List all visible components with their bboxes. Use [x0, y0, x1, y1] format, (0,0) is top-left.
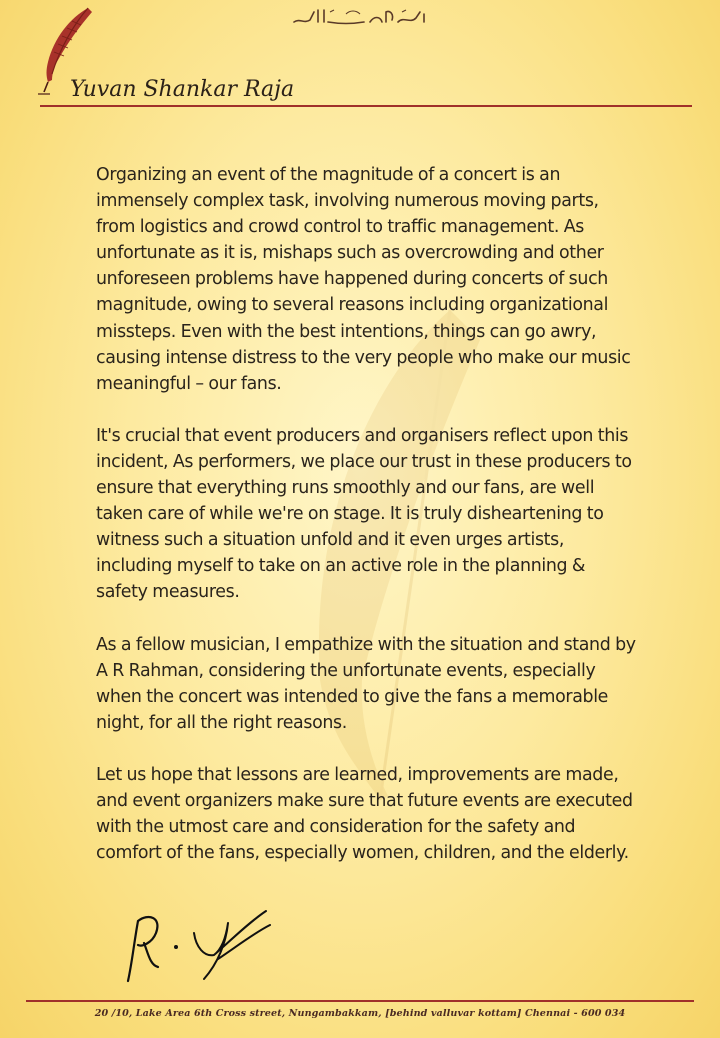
footer-divider	[26, 1000, 694, 1002]
header-divider	[40, 105, 692, 107]
paragraph-2: It's crucial that event producers and organisers reflect upon this incident, As performers, we place our trust in these producers to ensure that everything runs smoothly and our fans, are well taken care of while we're on stage. It is truly disheartening to witness such a situation unfold and it even urges artists, including myself to take on an active role in the planning & safety measures.	[96, 425, 632, 603]
bismillah-calligraphy	[290, 6, 430, 28]
paragraph-3: As a fellow musician, I empathize with the situation and stand by A R Rahman, considering the unfortunate events, especially when the concert was intended to give the fans a memorable night, for all the right reasons.	[96, 634, 636, 733]
paragraph-1: Organizing an event of the magnitude of a concert is an immensely complex task, involving numerous moving parts, from logistics and crowd control to traffic management. As unfortunate as it is, mishaps such as overcrowding and other unforeseen problems have happened during concerts of such magnitude, owing to several reasons including organizational missteps. Even with the best intentions, things can go awry, causing intense distress to the very people who make our music meaningful – our fans.	[96, 165, 631, 394]
signature	[118, 903, 278, 985]
letterhead-name	[66, 68, 366, 108]
paragraph-4: Let us hope that lessons are learned, improvements are made, and event organizers make sure that future events are executed with the utmost care and consideration for the safety and comfort of the fans, especially women, children, and the elderly.	[96, 764, 633, 864]
letter-body	[96, 162, 636, 892]
footer-address: 20 /10, Lake Area 6th Cross street, Nungambakkam, [behind valluvar kottam] Chennai - 600 034	[94, 1008, 626, 1019]
svg-text:Yuvan Shankar Raja: Yuvan Shankar Raja	[70, 77, 295, 102]
